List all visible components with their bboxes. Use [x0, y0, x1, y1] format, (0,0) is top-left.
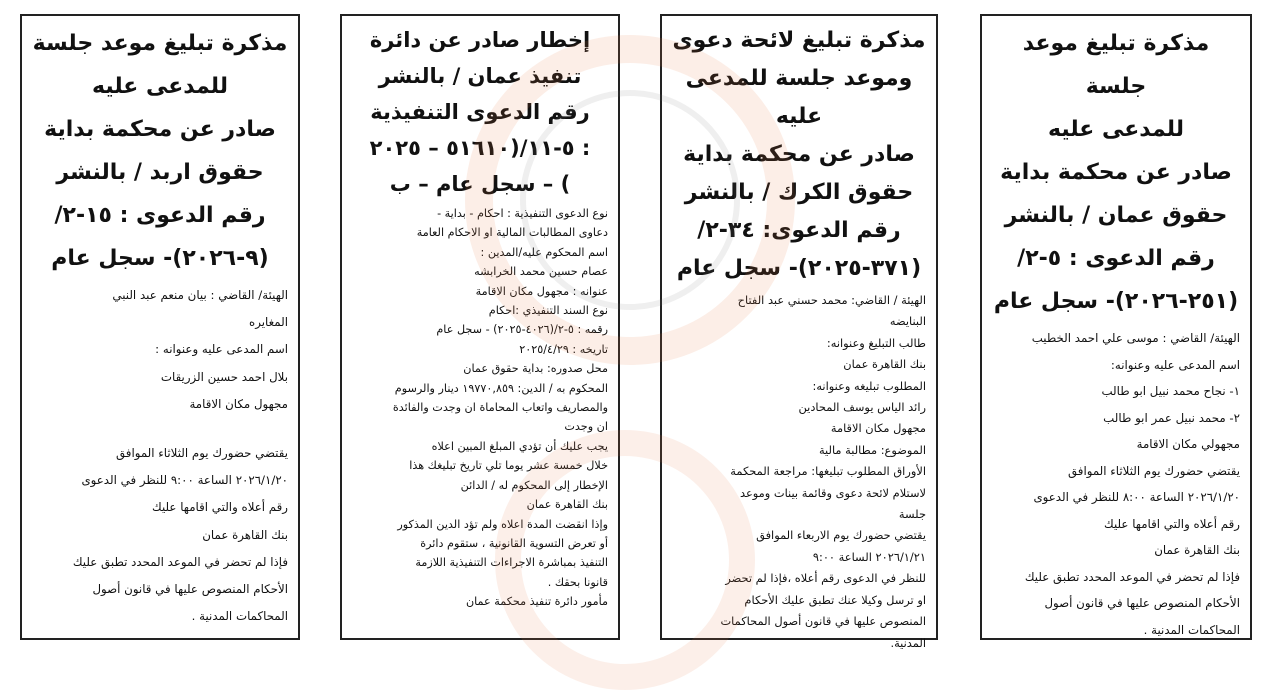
title-line: (٣٧١-٢٠٢٥)- سجل عام — [676, 256, 922, 281]
title-line: إخطار صادر عن دائرة — [369, 28, 591, 52]
title-line: مذكرة تبليغ موعد جلسة — [32, 31, 288, 56]
notice-amman-session — [980, 14, 1252, 640]
notice-title — [32, 22, 288, 280]
body-line: ١- نجاح محمد نبيل ابو طالب — [1101, 384, 1240, 398]
body-line: البنايضه — [889, 314, 926, 329]
title-line: حقوق الكرك / بالنشر — [684, 180, 914, 205]
title-line: رقم الدعوى : ٥-٢/ — [1017, 246, 1215, 271]
body-line: بلال احمد حسين الزريقات — [160, 369, 288, 384]
title-line: رقم الدعوى : ١٥-٢/ — [54, 203, 266, 228]
title-line: صادر عن محكمة بداية — [1000, 160, 1232, 185]
body-line: اسم المدعى عليه وعنوانه: — [1110, 357, 1240, 372]
body-line: الهيئة / القاضي: محمد حسني عبد الفتاح — [737, 293, 926, 307]
notice-karak-claim — [660, 14, 938, 650]
body-line: فإذا لم تحضر في الموعد المحدد تطبق عليك — [72, 554, 288, 569]
notice-title — [672, 22, 926, 288]
title-line: صادر عن محكمة بداية — [683, 142, 915, 167]
body-line: يقتضي حضورك يوم الثلاثاء الموافق — [1067, 463, 1240, 478]
title-line: عليه — [775, 104, 823, 129]
body-line: جلسة — [898, 507, 926, 522]
title-line: مذكرة تبليغ لائحة دعوى — [672, 28, 926, 53]
body-line: محل صدوره: بداية حقوق عمان — [463, 362, 608, 376]
notice-title — [352, 22, 608, 202]
body-line: مجهول مكان الاقامة — [830, 421, 926, 436]
title-line: (٩-٢٠٢٦)- سجل عام — [51, 246, 269, 271]
title-line: رقم الدعوى التنفيذية — [370, 100, 590, 124]
notice-title — [992, 22, 1240, 323]
body-line: المحاكمات المدنية . — [191, 609, 288, 624]
title-line: رقم الدعوى: ٣٤-٢/ — [697, 218, 901, 243]
body-line: مجهول مكان الاقامة — [189, 396, 288, 411]
notice-amman-execution — [340, 14, 620, 640]
body-line: المنصوص عليها في قانون أصول المحاكمات — [720, 614, 926, 629]
body-line: فإذا لم تحضر في الموعد المحدد تطبق عليك — [1024, 569, 1240, 584]
body-line: المطلوب تبليغه وعنوانه: — [812, 378, 926, 393]
title-line: حقوق عمان / بالنشر — [1004, 203, 1228, 228]
body-line: طالب التبليغ وعنوانه: — [826, 335, 926, 350]
body-line: تاريخه : ٢٠٢٥/٤/٢٩ — [519, 342, 608, 356]
body-line: رائد الياس يوسف المحادين — [798, 400, 926, 415]
body-line: مجهولي مكان الاقامة — [1136, 437, 1240, 451]
title-line: للمدعى عليه — [92, 74, 228, 99]
body-line: رقم أعلاه والتي اقامها عليك — [152, 500, 288, 515]
body-line: الموضوع: مطالبة مالية — [818, 442, 926, 457]
body-line: أو تعرض التسوية القانونية ، ستقوم دائرة — [420, 536, 608, 550]
body-line: اسم المحكوم عليه/المدين : — [480, 245, 608, 259]
body-line: رقمه : ٥-٢/(٤٠٢٦-٢٠٢٥) - سجل عام — [436, 323, 608, 337]
body-line: ٢٠٢٦/١/٢٠ الساعة ٨:٠٠ للنظر في الدعوى — [1033, 490, 1240, 504]
body-line: الهيئة/ القاضي : موسى علي احمد الخطيب — [1031, 331, 1240, 345]
body-line: خلال خمسة عشر يوما تلي تاريخ تبليغك هذا — [409, 459, 608, 473]
notice-body — [992, 325, 1240, 643]
body-line: وإذا انقضت المدة اعلاه ولم تؤد الدين المذكور — [397, 517, 608, 531]
body-line: بنك القاهرة عمان — [202, 527, 288, 542]
body-line: رقم أعلاه والتي اقامها عليك — [1104, 516, 1240, 531]
body-line: ٢- محمد نبيل عمر ابو طالب — [1103, 410, 1240, 425]
body-line: اسم المدعى عليه وعنوانه : — [155, 342, 288, 357]
body-line: مأمور دائرة تنفيذ محكمة عمان — [465, 595, 608, 609]
title-line: مذكرة تبليغ موعد جلسة — [1022, 31, 1210, 99]
body-line: يقتضي حضورك يوم الاربعاء الموافق — [756, 528, 926, 543]
body-line: المغايره — [249, 315, 288, 330]
title-line: : ٥-١١/(٥١٦١٠ – ٢٠٢٥ — [369, 136, 591, 160]
body-line: يجب عليك أن تؤدي المبلغ المبين اعلاه — [431, 439, 608, 453]
body-line: او ترسل وكيلا عنك تطبق عليك الأحكام — [744, 592, 926, 607]
title-line: وموعد جلسة للمدعى — [685, 66, 913, 91]
notice-body — [352, 204, 608, 612]
body-line: المدنية. — [890, 635, 926, 650]
title-line: صادر عن محكمة بداية — [44, 117, 276, 142]
body-line: بنك القاهرة عمان — [843, 357, 926, 372]
title-line: للمدعى عليه — [1048, 117, 1184, 142]
body-line: نوع السند التنفيذي :احكام — [488, 304, 608, 318]
notice-body — [32, 282, 288, 630]
body-line: للنظر في الدعوى رقم أعلاه ،فإذا لم تحضر — [725, 571, 926, 586]
body-line: الأحكام المنصوص عليها في قانون أصول — [92, 582, 288, 597]
body-line: لاستلام لائحة دعوى وقائمة بينات وموعد — [739, 485, 926, 500]
body-line: بنك القاهرة عمان — [1154, 543, 1240, 557]
title-line: ) – سجل عام – ب — [389, 172, 571, 196]
notice-body — [672, 290, 926, 654]
body-line: عصام حسين محمد الخرابشه — [474, 265, 608, 279]
body-line: الأوراق المطلوب تبليغها: مراجعة المحكمة — [730, 464, 926, 479]
body-line: المحكوم به / الدين: ١٩٧٧٠,٨٥٩ دينار والرسوم — [394, 381, 608, 395]
body-line: نوع الدعوى التنفيذية : احكام - بداية - — [437, 207, 608, 220]
body-line: المحاكمات المدنية . — [1143, 622, 1240, 637]
body-line: يقتضي حضورك يوم الثلاثاء الموافق — [115, 446, 288, 461]
body-line: الأحكام المنصوص عليها في قانون أصول — [1044, 596, 1240, 610]
body-line: دعاوى المطالبات المالية او الاحكام العامة — [416, 226, 608, 240]
title-line: حقوق اربد / بالنشر — [56, 160, 264, 185]
body-line: التنفيذ بمباشرة الاجراءات التنفيذية اللازمة — [415, 556, 608, 570]
body-line: والمصاريف واتعاب المحاماة ان وجدت والفائدة — [392, 401, 608, 415]
body-line: ٢٠٢٦/١/٢٠ الساعة ٩:٠٠ للنظر في الدعوى — [81, 473, 288, 488]
body-line: الهيئة/ القاضي : بيان منعم عبد النبي — [112, 288, 288, 302]
body-line: ٢٠٢٦/١/٢١ الساعة ٩:٠٠ — [812, 549, 926, 564]
title-line: (٢٥١-٢٠٢٦)- سجل عام — [993, 289, 1239, 314]
notice-irbid-session — [20, 14, 300, 640]
body-line: عنوانه : مجهول مكان الاقامة — [475, 284, 608, 298]
body-line: ان وجدت — [564, 420, 608, 434]
body-line: بنك القاهرة عمان — [526, 498, 608, 512]
body-line: الإخطار إلى المحكوم له / الدائن — [460, 478, 608, 492]
body-line: قانونا بحقك . — [547, 575, 608, 589]
title-line: تنفيذ عمان / بالنشر — [378, 64, 582, 88]
